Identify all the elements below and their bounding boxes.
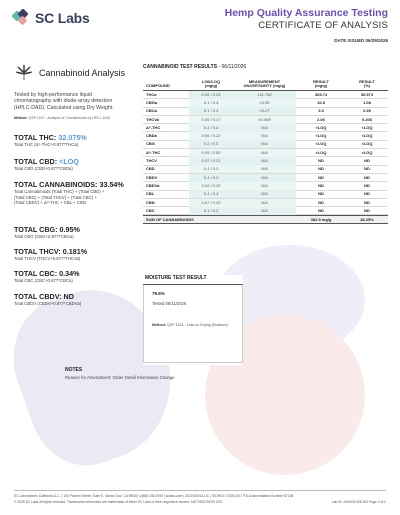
total-cbdv-label: TOTAL CBDV: ND	[14, 292, 74, 301]
total-cbdv-block	[14, 292, 81, 307]
result-mg-cell: ND	[318, 158, 324, 164]
uncertainty-cell: N/A	[233, 199, 296, 207]
lod-loq-cell: 0.06 / 0.24	[189, 91, 233, 99]
total-cannabinoids-label: TOTAL CANNABINOIDS: 33.54%	[14, 180, 124, 189]
result-mg-cell: ND	[318, 182, 324, 188]
header-result-pct: RESULT (%)	[359, 78, 375, 89]
analysis-intro: Tested by high-performance liquid chromatography with diode-array detection (HPLC-DAD). Calculated using Dry Weight.	[14, 92, 114, 111]
compound-cell: CBCa	[146, 108, 157, 114]
page-footer	[14, 490, 386, 505]
cannabinoid-results-table	[143, 64, 388, 224]
result-pct-cell: <LOQ	[361, 149, 373, 155]
compound-cell: CBD	[146, 166, 155, 172]
analysis-title: Cannabinoid Analysis	[39, 68, 126, 78]
result-mg-cell: ND	[318, 174, 324, 180]
result-pct-cell: <LOQ	[361, 133, 373, 139]
sum-row	[143, 215, 388, 224]
uncertainty-cell: N/A	[233, 140, 296, 148]
lod-loq-cell: 0.1 / 0.4	[189, 190, 233, 198]
total-cbg-block	[14, 225, 80, 240]
result-mg-cell: <LOQ	[315, 149, 327, 155]
total-cbc-block	[14, 269, 80, 284]
total-cbd-value: <LOQ	[59, 157, 79, 166]
lod-loq-cell: 0.07 / 0.20	[189, 199, 233, 207]
result-mg-cell: ND	[318, 166, 324, 172]
analysis-method: Method: QSP 1157 - Analysis of Cannabinoids by HPLC-DAD	[14, 116, 111, 121]
compound-cell: CBDV	[146, 174, 158, 180]
lod-loq-cell: 0.1 / 0.3	[189, 174, 233, 182]
total-cannabinoids-formula-1: Total Cannabinoids (Total THC) + (Total CBD) +	[14, 189, 105, 194]
compound-cell: CBGa	[146, 99, 158, 105]
uncertainty-cell: N/A	[233, 149, 296, 157]
uncertainty-cell: N/A	[233, 190, 296, 198]
compound-cell: Δ⁸-THC	[146, 149, 161, 155]
result-mg-cell: <LOQ	[315, 141, 327, 147]
footer-address: SC Laboratories California LLC. | 100 Pioneer Street, Suite E, Santa Cruz, CA 95060 | (866) 435-0709 | sclabs.com | C8-0000013-LIC | ISO/IES 17025:2017 PJLA Accreditation Number 87168	[14, 494, 294, 498]
result-mg-cell: 365.74	[314, 91, 328, 97]
result-pct-cell: 0.39	[363, 108, 371, 114]
compound-cell: CBL	[146, 191, 155, 197]
uncertainty-cell: N/A	[233, 157, 296, 165]
uncertainty-cell: ±0.27	[233, 107, 296, 115]
result-mg-cell: ND	[318, 207, 324, 213]
result-mg-cell: ND	[318, 191, 324, 197]
uncertainty-cell: N/A	[233, 174, 296, 182]
total-cannabinoids-formula-2: (Total CBG) + (Total THCV) + (Total CBC) +	[14, 194, 97, 200]
total-cbd-block	[14, 157, 79, 172]
total-cbg-label: TOTAL CBG: 0.95%	[14, 225, 80, 234]
compound-cell: CBDa	[146, 133, 157, 139]
sc-labs-logo-icon	[12, 9, 32, 27]
result-pct-cell: <LOQ	[361, 124, 373, 130]
compound-cell: CBN	[146, 199, 155, 205]
document-subtitle: CERTIFICATE OF ANALYSIS	[258, 20, 388, 31]
result-pct-cell: ND	[364, 199, 370, 205]
total-thcv-label: TOTAL THCV: 0.181%	[14, 247, 88, 256]
results-header-row	[143, 76, 388, 91]
uncertainty-cell: N/A	[233, 165, 296, 173]
footer-copyright: © 2026 SC Labs all rights reserved. Trademarks referenced are trademarks of either SC Labs or their respective owners. MKT0002 REV9 2/22	[14, 499, 223, 504]
sum-mg: 382.5 mg/g	[310, 216, 332, 222]
lod-loq-cell: 0.06 / 0.22	[189, 132, 233, 140]
footer-page-info: Lab ID: 260415L006-002 Page 2 of 2	[331, 499, 386, 504]
lod-loq-cell: 0.1 / 0.4	[189, 107, 233, 115]
result-mg-cell: 2.06	[317, 116, 325, 122]
result-pct-cell: <LOQ	[361, 141, 373, 147]
result-mg-cell: 10.8	[317, 99, 325, 105]
header-result-mg: RESULT (mg/g)	[313, 78, 329, 89]
compound-cell: Δ⁹-THC	[146, 124, 161, 130]
result-mg-cell: <LOQ	[315, 133, 327, 139]
total-cbd-label: TOTAL CBD:	[14, 157, 58, 166]
total-thcv-formula: Total THCV (THCV+0.877*THCVa)	[14, 256, 81, 261]
header-lod: LOD/LOQ (mg/g)	[201, 78, 221, 89]
moisture-tested-date: Tested 06/11/2026	[152, 301, 187, 306]
header-compound: COMPOUND	[146, 83, 170, 89]
moisture-title: MOISTURE TEST RESULT	[143, 275, 243, 285]
total-thc-formula: Total THC (Δ⁹-THC+0.877*THCa)	[14, 142, 79, 147]
result-mg-cell: ND	[318, 199, 324, 205]
total-thc-label: TOTAL THC:	[14, 133, 57, 142]
result-pct-cell: ND	[364, 191, 370, 197]
lod-loq-cell: 0.05 / 0.50	[189, 149, 233, 157]
lod-loq-cell: 0.1 / 0.2	[189, 207, 233, 215]
notes-text: Reason for Amendment: Order Detail Information Change	[65, 375, 175, 380]
moisture-method: Method: QSP 1224 - Loss on Drying (Moisture)	[152, 323, 228, 327]
moisture-result-box	[143, 275, 243, 365]
lod-loq-cell: 0.1 / 0.3	[189, 165, 233, 173]
notes-section	[65, 367, 175, 380]
total-cannabinoids-block	[14, 180, 124, 206]
compound-cell: THCV	[146, 158, 157, 164]
uncertainty-cell: N/A	[233, 124, 296, 132]
result-mg-cell: 3.9	[318, 108, 324, 114]
total-cbc-label: TOTAL CBC: 0.34%	[14, 269, 80, 278]
uncertainty-cell: ±0.58	[233, 99, 296, 107]
notes-title: NOTES	[65, 367, 83, 373]
total-cbc-formula: Total CBC (CBC+0.877*CBCa)	[14, 278, 73, 283]
moisture-value: 79.6%	[152, 291, 165, 296]
results-title: CANNABINOID TEST RESULTS - 06/11/2026	[143, 64, 247, 70]
results-rows	[143, 91, 388, 215]
result-pct-cell: ND	[364, 166, 370, 172]
result-pct-cell: 0.206	[361, 116, 372, 122]
sc-labs-logo	[12, 9, 90, 27]
total-cbd-formula: Total CBD (CBD+0.877*CBDa)	[14, 166, 73, 171]
header-uncertainty: MEASUREMENT UNCERTAINTY (mg/g)	[243, 78, 286, 89]
cannabis-leaf-icon	[14, 64, 34, 82]
result-pct-cell: ND	[364, 158, 370, 164]
page-header	[0, 0, 400, 50]
lod-loq-cell: 0.05 / 0.17	[189, 116, 233, 124]
lod-loq-cell: 0.1 / 0.4	[189, 124, 233, 132]
lod-loq-cell: 0.02 / 0.22	[189, 182, 233, 190]
result-pct-cell: ND	[364, 174, 370, 180]
sum-pct: 38.25%	[360, 216, 374, 222]
uncertainty-cell: N/A	[233, 207, 296, 215]
sum-label: SUM OF CANNABINOIDS	[146, 216, 194, 222]
table-row	[143, 207, 388, 215]
total-thc-block	[14, 133, 87, 148]
result-pct-cell: ND	[364, 207, 370, 213]
result-pct-cell: ND	[364, 182, 370, 188]
result-pct-cell: 36.574	[360, 91, 374, 97]
lod-loq-cell: 0.1 / 0.4	[189, 99, 233, 107]
compound-cell: THCVa	[146, 116, 159, 122]
compound-cell: CBG	[146, 141, 155, 147]
uncertainty-cell: ±0.068	[233, 116, 296, 124]
lod-loq-cell: 0.07 / 0.21	[189, 157, 233, 165]
compound-cell: CBDVa	[146, 182, 160, 188]
total-thcv-block	[14, 247, 87, 262]
logo-text: SC Labs	[35, 10, 90, 26]
uncertainty-cell: N/A	[233, 132, 296, 140]
compound-cell: CBC	[146, 207, 155, 213]
total-cannabinoids-formula-3: (Total CBDV) + Δ⁸-THC + CBL + CBN	[14, 200, 86, 206]
total-cbdv-formula: Total CBDV (CBDV+0.877*CBDVa)	[14, 301, 82, 306]
result-pct-cell: 1.08	[363, 99, 371, 105]
uncertainty-cell: N/A	[233, 182, 296, 190]
result-mg-cell: <LOQ	[315, 124, 327, 130]
uncertainty-cell: ±11.740	[233, 91, 296, 99]
lod-loq-cell: 0.2 / 0.5	[189, 140, 233, 148]
cannabinoid-analysis-summary	[14, 64, 134, 120]
total-cbg-formula: Total CBG (CBG+0.877*CBGa)	[14, 234, 74, 239]
date-issued: DATE ISSUED 06/29/2026	[334, 38, 388, 43]
total-thc-value: 32.075%	[58, 133, 87, 142]
compound-cell: THCa	[146, 91, 157, 97]
document-title: Hemp Quality Assurance Testing	[224, 7, 388, 19]
